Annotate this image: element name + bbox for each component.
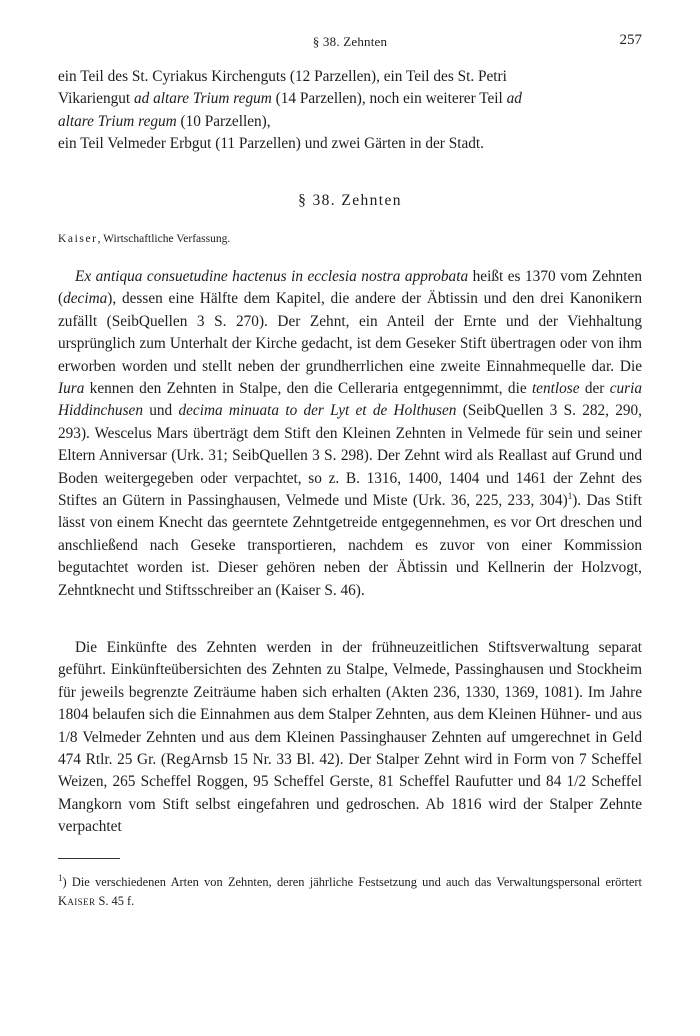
p1-text-1: heißt es 1370 vom Zehnten ( <box>58 268 642 308</box>
fraction-84-half: 84 1/2 <box>546 773 587 791</box>
section-heading: § 38. Zehnten <box>298 192 402 209</box>
intro-paragraph <box>58 66 642 156</box>
footnote-author: Kaiser <box>58 894 96 909</box>
footnote-divider <box>58 858 120 859</box>
footnote-mark: 1 <box>58 873 63 883</box>
source-author: Kaiser <box>58 233 98 245</box>
intro-latin-2: ad <box>506 90 522 108</box>
p1-text-4: der <box>579 380 610 398</box>
intro-latin-3: altare Trium regum <box>58 112 177 130</box>
footnote-1 <box>58 869 642 911</box>
intro-line-2a: Vikariengut <box>58 90 134 108</box>
footnote-reference: 1 <box>567 490 573 501</box>
running-head <box>58 32 642 52</box>
p1-text-2: ), dessen eine Hälfte dem Kapitel, die andere der Äbtissin und den drei Kanonikern zufällt (SeibQuellen 3 S. 270). Der Zehnt, ein Anteil der Ernte und der Viehhaltung ursprünglich zum Unterhalt der Kirche gedacht, ist dem Geseker Stift übertragen oder von ihm erworben worden und stellt neben der grundherrlichen eine zweite Einnahmequelle dar. Die <box>58 290 642 375</box>
p1-term-decima: decima <box>63 290 108 308</box>
page-number: 257 <box>619 32 642 48</box>
intro-line-1: ein Teil des St. Cyriakus Kirchenguts (12 Parzellen), ein Teil des St. Petri <box>58 68 507 85</box>
footnote-text-1: ) Die verschiedenen Arten von Zehnten, deren jährliche Festsetzung und auch das Verwaltungspersonal erörtert <box>62 875 642 890</box>
p1-term-iura: Iura <box>58 380 85 398</box>
source-reference <box>58 233 642 245</box>
p1-text-5: und <box>142 402 179 420</box>
latin-phrase: Ex antiqua consuetudine hactenus in ecclesia nostra approbata <box>75 268 469 285</box>
p1-text-6: (SeibQuellen 3 S. 282, 290, 293). Wescelus Mars überträgt dem Stift den Kleinen Zehnten in Velmede für sein und seiner Eltern Anniversar (Urk. 31; SeibQuellen 3 S. 298). Der Zehnt wird als Reallast auf Grund und Boden weitergegeben oder verpachtet, so z. B. 1316, 1400, 1404 und 1461 der Zehnt des Stiftes an Gütern in Passinghausen, Velmede und Miste (Urk. 36, 225, 233, 304) <box>58 402 643 510</box>
intro-line-3b: (10 Parzellen), <box>176 112 271 130</box>
p1-term-tentlose: tentlose <box>531 380 580 398</box>
p2-text-3: Scheffel Mangkorn vom Stift selbst eingefahren und gedroschen. Ab 1816 wird der Stalper Zehnte verpachtet <box>58 773 643 836</box>
body-paragraph-1 <box>58 266 642 602</box>
body-paragraph-2 <box>58 637 642 839</box>
p2-text-2: Velmeder Zehnten und aus dem Kleinen Passinghauser Zehnten auf umgerechnet in Geld 474 Rtlr. 25 Gr. (RegArnsb 15 Nr. 33 Bl. 42). Der Stalper Zehnt wird in Form von 7 Scheffel Weizen, 265 Scheffel Roggen, 95 Scheffel Gerste, 81 Scheffel Raufutter und <box>58 728 642 791</box>
p1-term-curia: curia Hiddinchusen <box>58 380 642 420</box>
intro-latin-1: ad altare Trium regum <box>133 90 272 108</box>
p2-text-1: Die Einkünfte des Zehnten werden in der frühneuzeitlichen Stiftsverwaltung separat geführt. Einkünfteübersichten des Zehnten zu Stalpe, Velmede, Passinghausen und Stockheim für jeweils begrenzte Zeiträume haben sich erhalten (Akten 236, 1330, 1369, 1081). Im Jahre 1804 belaufen sich die Einnahmen aus dem Stalper Zehnten, aus dem Kleinen Hühner- und aus <box>58 639 642 724</box>
p1-text-3: kennen den Zehnten in Stalpe, den die Celleraria entgegennimmt, die <box>84 380 532 398</box>
running-head-title: § 38. Zehnten <box>312 34 388 49</box>
footnote-text-2: S. 45 f. <box>95 894 135 909</box>
intro-line-4: ein Teil Velmeder Erbgut (11 Parzellen) und zwei Gärten in der Stadt. <box>58 135 484 153</box>
p1-term-decima-minuata: decima minuata to der Lyt et de Holthusen <box>178 402 457 420</box>
p1-text-7: ). Das Stift lässt von einem Knecht das geerntete Zehntgetreide entgegennehmen, es vor Ort dreschen und anschließend nach Geseke transportieren, nachdem es zuvor von einer Kommission begutachtet worden ist. Dieser gehören neben der Äbtissin und Kellnerin der Holzvogt, Zehntknecht und Stiftsschreiber an (Kaiser S. 46). <box>58 492 642 599</box>
intro-line-2b: (14 Parzellen), noch ein weiterer Teil <box>271 90 507 108</box>
fraction-one-eighth: 1/8 <box>58 728 78 746</box>
source-title: , Wirtschaftliche Verfassung. <box>97 233 231 245</box>
